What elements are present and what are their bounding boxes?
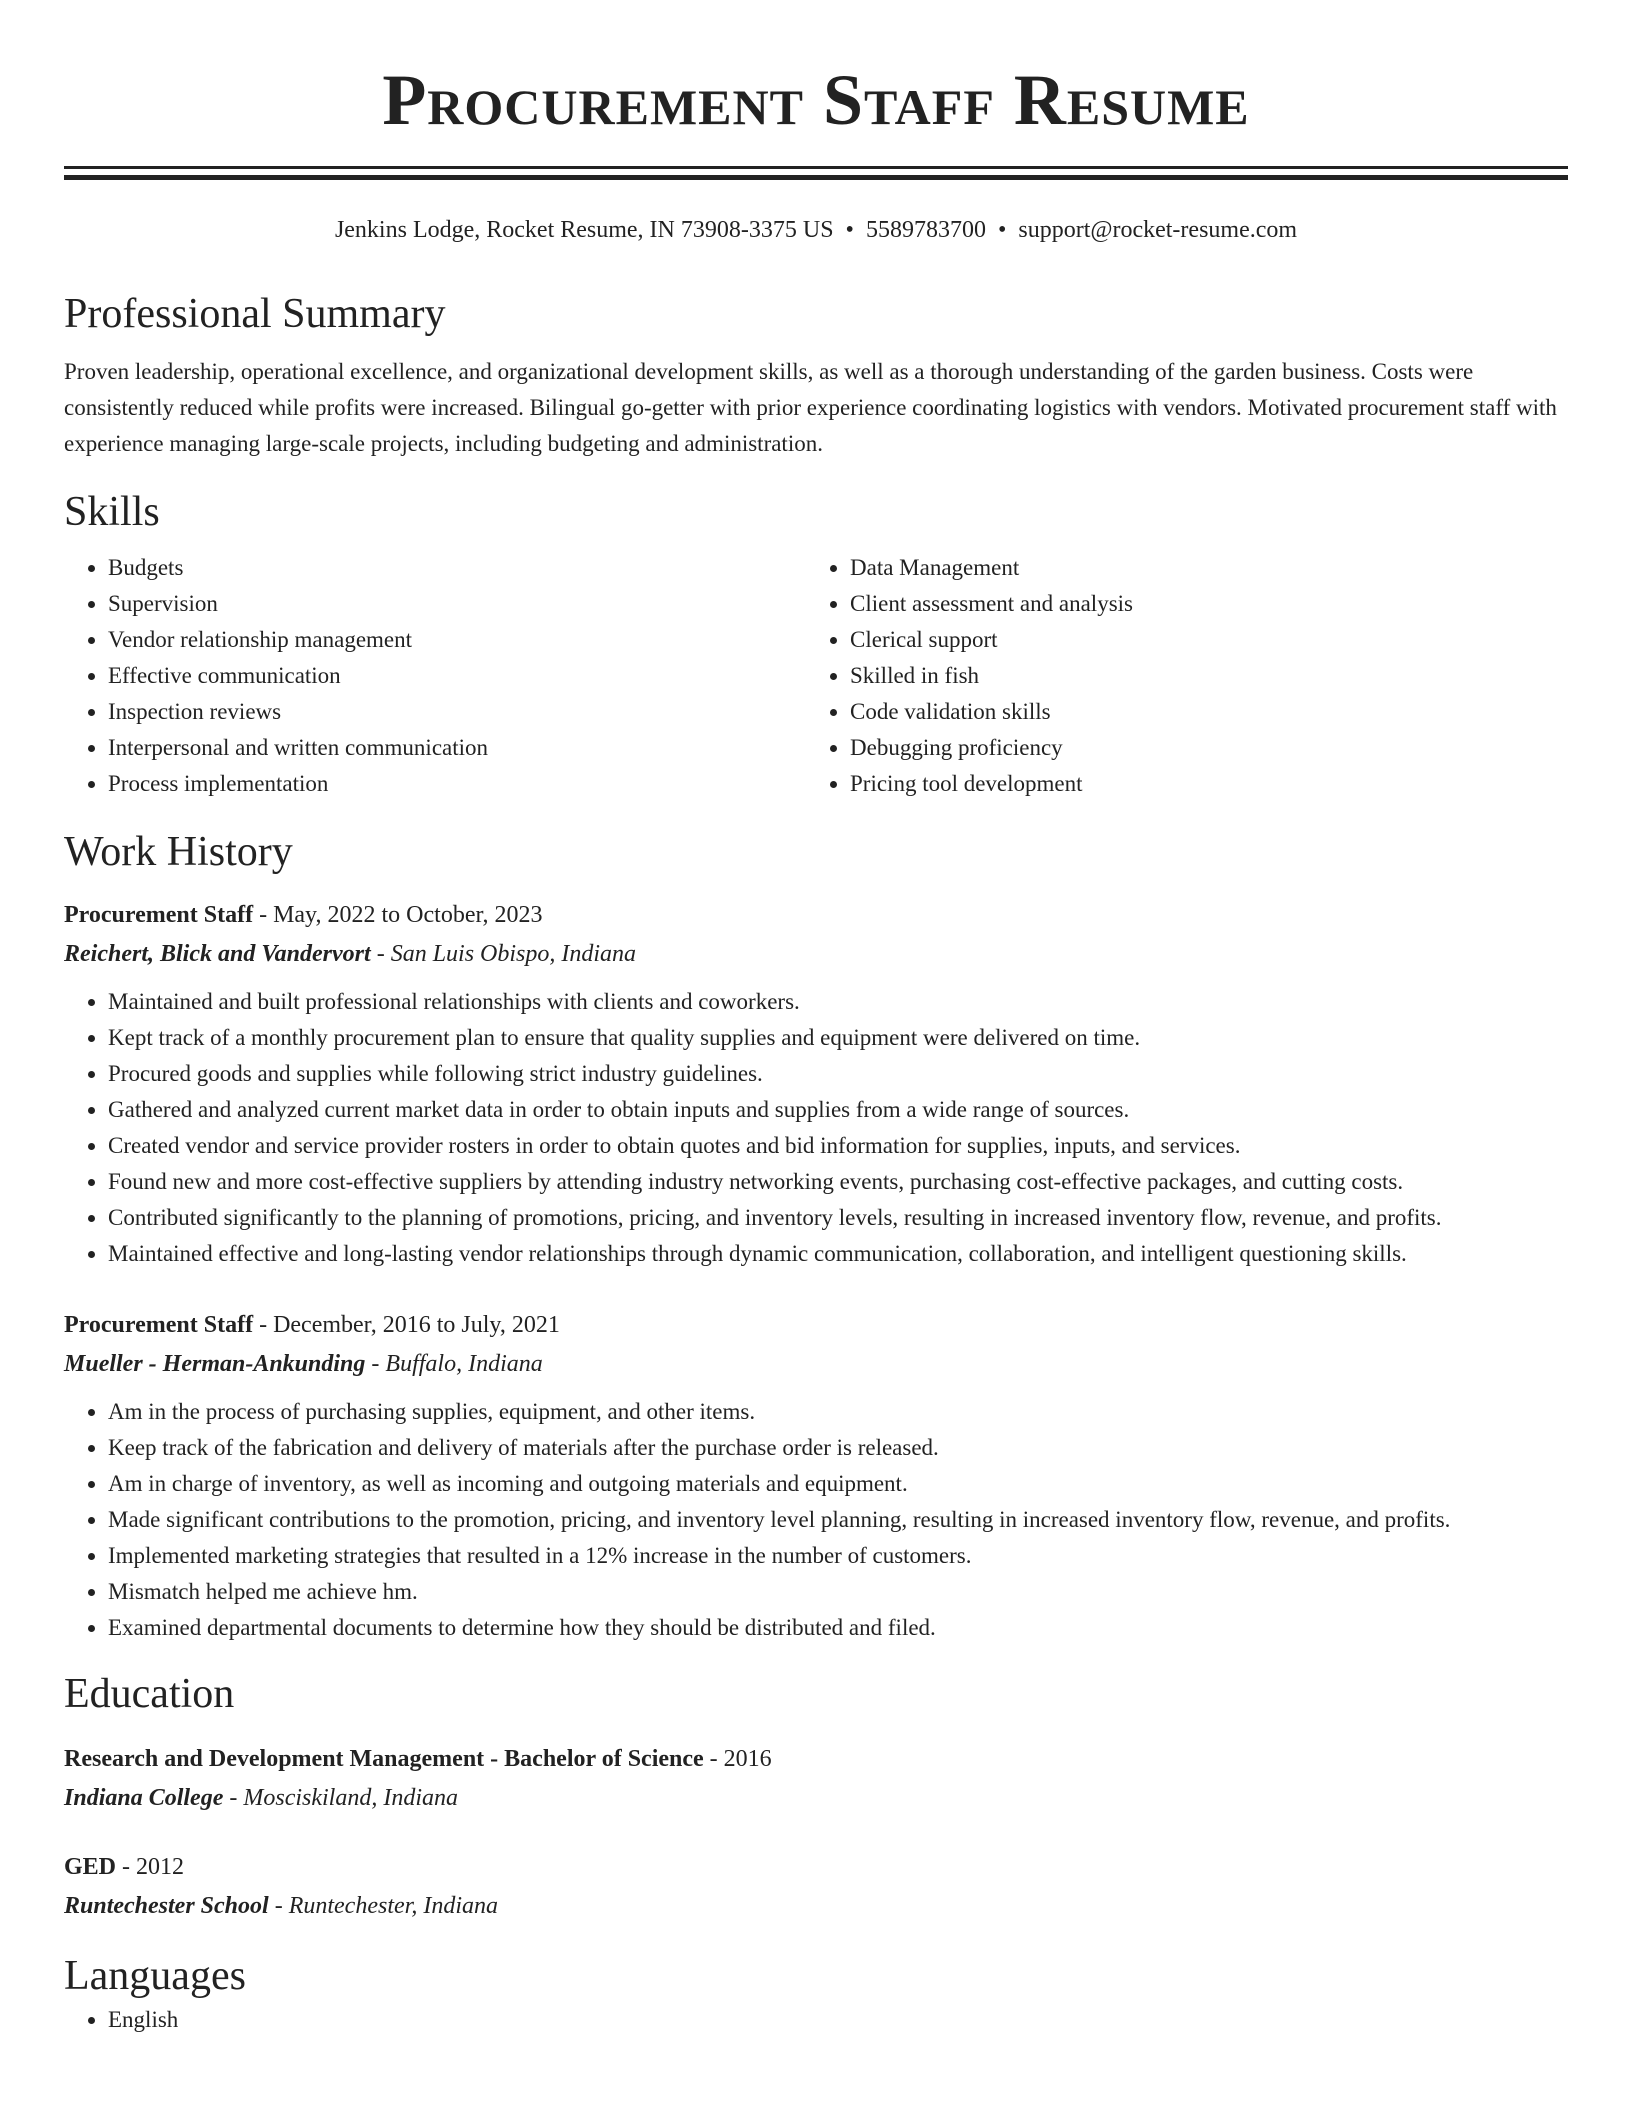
skill-item: • Data Management	[850, 550, 1548, 586]
section-heading-education: Education	[64, 1671, 235, 1717]
section-heading-skills: Skills	[64, 489, 160, 535]
skill-item: • Clerical support	[850, 622, 1548, 658]
job-bullet: • Kept track of a monthly procurement plan to ensure that quality supplies and equipment were delivered on time.	[108, 1020, 1568, 1056]
summary-text: Proven leadership, operational excellence, and organizational development skills, as well as a thorough understanding of the garden business. Costs were consistently reduced while profits were increased. Bilingual go-getter with prior experience coordinating logistics with vendors. Motivated procurement staff with experience managing large-scale projects, including budgeting and administration.	[64, 359, 1557, 456]
contact-separator: •	[845, 217, 854, 243]
dash-separator: -	[253, 1312, 274, 1338]
job-location: San Luis Obispo, Indiana	[390, 941, 637, 967]
education-school: Indiana College	[64, 1785, 224, 1811]
dash-separator: -	[223, 1785, 244, 1811]
education-year: 2012	[136, 1854, 185, 1880]
education-entry	[64, 1740, 1568, 1818]
dash-separator: -	[116, 1854, 137, 1880]
skills-list-left	[64, 550, 806, 802]
skill-item: • Code validation skills	[850, 694, 1548, 730]
dash-separator: -	[365, 1351, 386, 1377]
job-bullets	[64, 984, 1568, 1272]
contact-email: support@rocket-resume.com	[1018, 217, 1298, 243]
dash-separator: -	[268, 1893, 289, 1919]
education-location: Mosciskiland, Indiana	[243, 1785, 458, 1811]
job-bullet: • Procured goods and supplies while following strict industry guidelines.	[108, 1056, 1568, 1092]
education-year: 2016	[723, 1746, 772, 1772]
skill-item: • Interpersonal and written communication	[108, 730, 806, 766]
section-heading-languages: Languages	[64, 1953, 246, 1999]
skills-columns	[64, 550, 1568, 802]
job-entry	[64, 896, 1568, 1272]
job-entry	[64, 1306, 1568, 1646]
job-bullet: • Mismatch helped me achieve hm.	[108, 1574, 1568, 1610]
section-heading-work-history: Work History	[64, 829, 293, 875]
job-bullets	[64, 1394, 1568, 1646]
education-school-line	[64, 1886, 1568, 1926]
skill-item: • Inspection reviews	[108, 694, 806, 730]
job-company-line	[64, 934, 1568, 974]
job-bullet: • Examined departmental documents to determine how they should be distributed and filed.	[108, 1610, 1568, 1646]
job-location: Buffalo, Indiana	[385, 1351, 543, 1377]
job-company-line	[64, 1344, 1568, 1384]
dash-separator: -	[253, 902, 274, 928]
title-divider-thick	[64, 175, 1568, 180]
language-item: • English	[108, 2002, 1568, 2038]
skill-item: • Budgets	[108, 550, 806, 586]
job-bullet: • Contributed significantly to the planning of promotions, pricing, and inventory levels, resulting in increased inventory flow, revenue, and profits.	[108, 1200, 1568, 1236]
education-degree-line	[64, 1740, 1568, 1778]
job-bullet: • Am in charge of inventory, as well as incoming and outgoing materials and equipment.	[108, 1466, 1568, 1502]
section-heading-summary: Professional Summary	[64, 291, 446, 337]
education-degree-line	[64, 1848, 1568, 1886]
job-company: Mueller - Herman-Ankunding	[64, 1351, 366, 1377]
resume-title: Procurement Staff Resume	[382, 60, 1250, 140]
dash-separator: -	[370, 941, 391, 967]
job-bullet: • Keep track of the fabrication and delivery of materials after the purchase order is released.	[108, 1430, 1568, 1466]
job-title-line	[64, 896, 1568, 934]
contact-separator: •	[997, 217, 1007, 243]
skills-list-right	[806, 550, 1548, 802]
education-school-line	[64, 1778, 1568, 1818]
job-bullet: • Maintained effective and long-lasting vendor relationships through dynamic communication, collaboration, and intelligent questioning skills.	[108, 1236, 1568, 1272]
skill-item: • Debugging proficiency	[850, 730, 1548, 766]
skill-item: • Supervision	[108, 586, 806, 622]
job-company: Reichert, Blick and Vandervort	[64, 941, 371, 967]
skill-item: • Skilled in fish	[850, 658, 1548, 694]
job-bullet: • Am in the process of purchasing supplies, equipment, and other items.	[108, 1394, 1568, 1430]
job-title: Procurement Staff	[64, 1312, 254, 1338]
education-location: Runtechester, Indiana	[288, 1893, 498, 1919]
contact-line	[64, 214, 1568, 246]
job-bullet: • Gathered and analyzed current market data in order to obtain inputs and supplies from a wide range of sources.	[108, 1092, 1568, 1128]
job-bullet: • Made significant contributions to the promotion, pricing, and inventory level planning, resulting in increased inventory flow, revenue, and profits.	[108, 1502, 1568, 1538]
skill-item: • Pricing tool development	[850, 766, 1548, 802]
job-bullet: • Implemented marketing strategies that resulted in a 12% increase in the number of customers.	[108, 1538, 1568, 1574]
job-title-line	[64, 1306, 1568, 1344]
job-bullet: • Maintained and built professional relationships with clients and coworkers.	[108, 984, 1568, 1020]
job-dates: December, 2016 to July, 2021	[273, 1312, 560, 1338]
education-degree: GED	[64, 1854, 117, 1880]
skill-item: • Vendor relationship management	[108, 622, 806, 658]
contact-address: Jenkins Lodge, Rocket Resume, IN 73908-3375 US	[334, 217, 834, 243]
education-degree: Research and Development Management - Bachelor of Science	[64, 1746, 704, 1772]
education-school: Runtechester School	[64, 1893, 269, 1919]
job-bullet: • Found new and more cost-effective suppliers by attending industry networking events, purchasing cost-effective packages, and cutting costs.	[108, 1164, 1568, 1200]
skill-item: • Effective communication	[108, 658, 806, 694]
contact-phone: 5589783700	[865, 217, 986, 243]
languages-list	[64, 2002, 1568, 2038]
job-bullet: • Created vendor and service provider rosters in order to obtain quotes and bid information for supplies, inputs, and services.	[108, 1128, 1568, 1164]
title-divider-thin	[64, 166, 1568, 169]
skill-item: • Client assessment and analysis	[850, 586, 1548, 622]
dash-separator: -	[703, 1746, 724, 1772]
education-entry	[64, 1848, 1568, 1926]
job-title: Procurement Staff	[64, 902, 254, 928]
job-dates: May, 2022 to October, 2023	[273, 902, 543, 928]
skill-item: • Process implementation	[108, 766, 806, 802]
